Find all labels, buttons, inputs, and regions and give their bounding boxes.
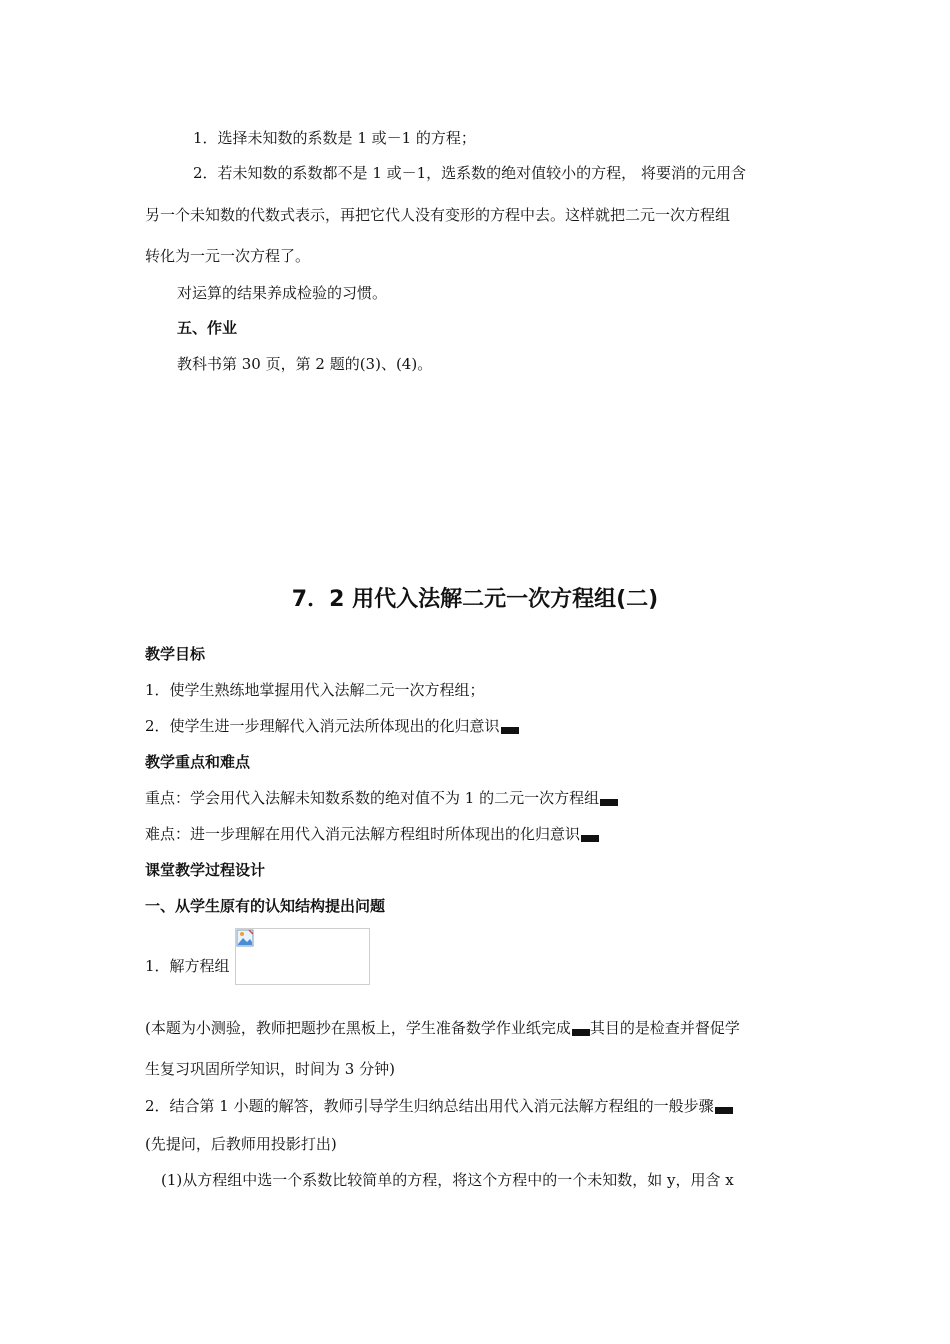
check-habit-text: 对运算的结果养成检验的习惯。	[177, 284, 388, 302]
homework-heading: 五、作业	[177, 319, 238, 337]
note-line-1-tail: 其目的是检查并督促学	[589, 1019, 740, 1037]
rule-item-2-line-1: 2．若未知数的系数都不是 1 或－1，选系数的绝对值较小的方程， 将要消的元用含	[193, 164, 746, 182]
period-mark-icon	[501, 727, 519, 734]
difficulty-text: 难点：进一步理解在用代入消元法解方程组时所体现出的化归意识	[145, 825, 581, 843]
rule-item-2-line-3: 转化为一元一次方程了。	[145, 247, 311, 265]
goal-2	[145, 716, 519, 736]
section-1-heading: 一、从学生原有的认知结构提出问题	[145, 897, 386, 915]
keypoint-text: 重点：学会用代入法解未知数系数的绝对值不为 1 的二元一次方程组	[145, 789, 600, 807]
note-line-1-text: (本题为小测验，教师把题抄在黑板上，学生准备数学作业纸完成	[145, 1019, 571, 1037]
rule-item-2-line-2: 另一个未知数的代数式表示，再把它代人没有变形的方程中去。这样就把二元一次方程组	[145, 206, 731, 224]
note-line-2: 生复习巩固所学知识，时间为 3 分钟)	[145, 1060, 395, 1078]
question-2-note: (先提问，后教师用投影打出)	[145, 1135, 337, 1153]
goal-2-text: 2．使学生进一步理解代入消元法所体现出的化归意识	[145, 717, 500, 735]
rule-item-1: 1．选择未知数的系数是 1 或－1 的方程；	[193, 129, 476, 147]
homework-text: 教科书第 30 页，第 2 题的(3)、(4)。	[177, 355, 433, 373]
period-mark-icon	[572, 1029, 590, 1036]
question-2	[145, 1096, 733, 1116]
lesson-title: 7．2 用代入法解二元一次方程组(二)	[291, 587, 659, 612]
period-mark-icon	[581, 835, 599, 842]
period-mark-icon	[600, 799, 618, 806]
note-line-1	[145, 1018, 740, 1038]
goal-1: 1．使学生熟练地掌握用代入法解二元一次方程组；	[145, 681, 485, 699]
difficulty	[145, 824, 599, 844]
goals-heading: 教学目标	[145, 645, 206, 663]
question-2-text: 2．结合第 1 小题的解答，教师引导学生归纳总结出用代入消元法解方程组的一般步骤	[145, 1097, 714, 1115]
equation-system-image	[235, 928, 370, 985]
broken-image-icon	[236, 929, 254, 947]
design-heading: 课堂教学过程设计	[145, 861, 266, 879]
keypoints-heading: 教学重点和难点	[145, 753, 251, 771]
step-1: (1)从方程组中选一个系数比较简单的方程，将这个方程中的一个未知数，如 y，用含 x	[161, 1171, 734, 1189]
question-1-label: 1．解方程组	[145, 957, 230, 975]
period-mark-icon	[715, 1107, 733, 1114]
keypoint	[145, 788, 618, 808]
